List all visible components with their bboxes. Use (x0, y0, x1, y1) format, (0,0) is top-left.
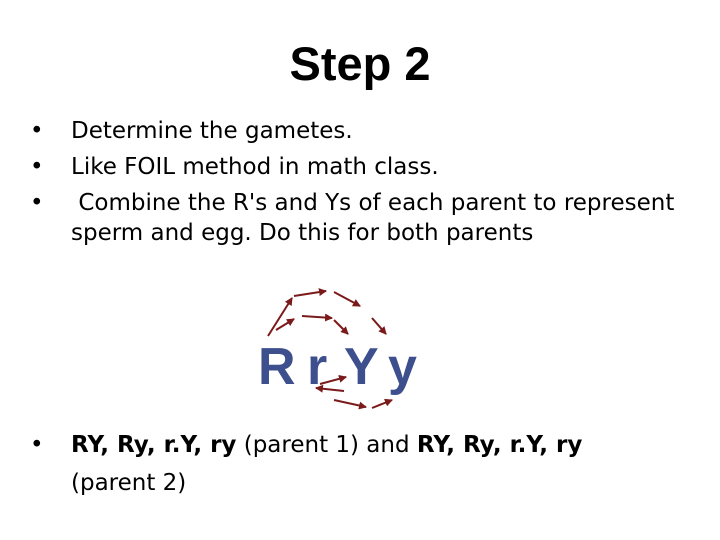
bullet-marker: • (30, 432, 44, 458)
bullet-text: Combine the R's and Ys of each parent to represent sperm and egg. Do this for both parents (71, 190, 682, 246)
gametes-parent-2: RY, Ry, r.Y, ry (416, 432, 583, 458)
bullet-marker: • (30, 190, 44, 216)
summary-bullet (30, 426, 680, 502)
arrow-r-to-top (268, 298, 292, 336)
bullet-item (30, 152, 680, 182)
arrow-top-left (294, 291, 326, 296)
arrow-right-down (372, 318, 386, 334)
letter-y: y (388, 338, 417, 396)
bullet-marker: • (30, 154, 44, 180)
bullet-marker: • (30, 118, 44, 144)
gametes-parent-1: RY, Ry, r.Y, ry (71, 432, 237, 458)
letter-R: R (258, 338, 296, 396)
slide-title: Step 2 (289, 37, 431, 90)
arrow-top-right (334, 292, 360, 306)
bullet-text: Determine the gametes. (71, 118, 353, 144)
parent-1-label: (parent 1) and (236, 432, 417, 458)
arrow-mid-left (302, 316, 332, 318)
bullet-item (30, 188, 680, 248)
bullet-list (30, 116, 680, 248)
arrow-bottom-mid (334, 400, 366, 407)
letter-Y: Y (344, 338, 379, 396)
letter-r: r (307, 338, 328, 396)
arrow-mid-down (334, 320, 348, 334)
foil-diagram (240, 280, 440, 420)
parent-2-label: (parent 2) (71, 470, 187, 496)
arrow-bottom-right (372, 400, 392, 408)
bullet-text: Like FOIL method in math class. (71, 154, 439, 180)
bullet-item (30, 116, 680, 146)
